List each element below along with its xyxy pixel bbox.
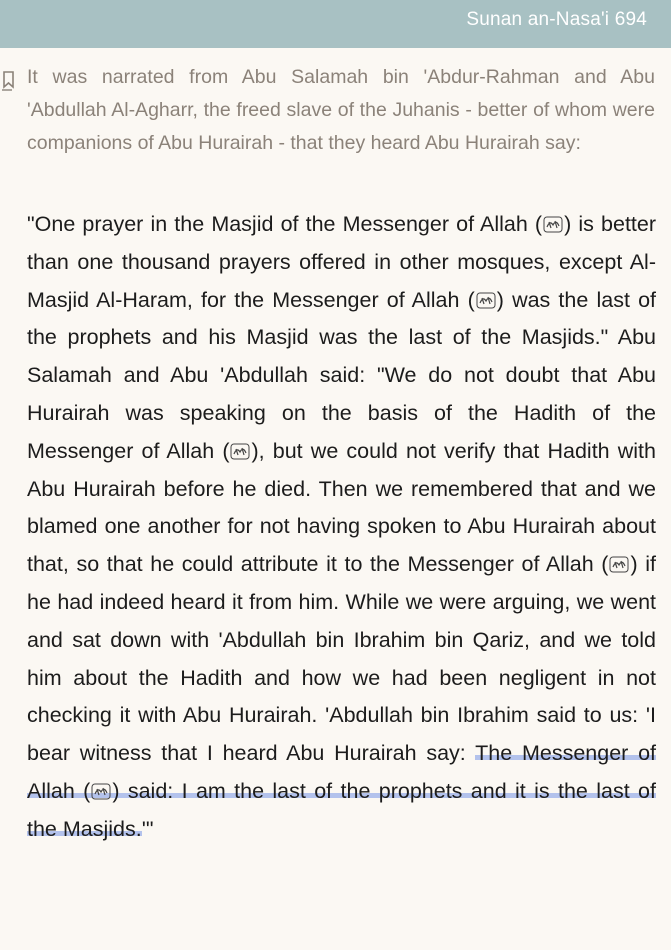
hadith-reference: Sunan an-Nasa'i 694 (466, 9, 647, 30)
hadith-text: "One prayer in the Masjid of the Messenger of Allah ( ) is better than one thousand prayers offered in other mosques, except Al-Masjid Al-Haram, for the Messenger of Allah ( ) was the last of the prophets and his Masjid was the last of the Masjids." Abu Salamah and Abu 'Abdullah said: "We do not doubt that Abu Hurairah was speaking on the basis of the Hadith of the Messenger of Allah ( ), but we could not verify that Hadith with Abu Hurairah before he died. Then we remembered that and we blamed one another for not having spoken to Abu Hurairah about that, so that he could attribute it to the Messenger of Allah ( ) if he had indeed heard it from him. While we were arguing, we went and sat down with 'Abdullah bin Ibrahim bin Qariz, and we told him about the Hadith and how we had been negligent in not checking it with Abu Hurairah. 'Abdullah bin Ibrahim said to us: 'I bear witness that I heard Abu Hurairah say: The Messenger of Allah ( ) said: I am the last of the prophets and it is the last of the Masjids.'" (27, 212, 657, 841)
bookmark-icon[interactable] (0, 70, 16, 98)
hadith-text-part: , but we could not verify that Hadith with Abu Hurairah before he died. Then we remembered that and we blamed one another for not having spoken to Abu Hurairah about that, so that he could attribute it to the Messenger of Allah (27, 438, 656, 577)
pbuh-icon (91, 783, 111, 800)
pbuh-icon (230, 443, 250, 460)
pbuh-icon (476, 292, 496, 309)
narration-chain: It was narrated from Abu Salamah bin 'Abdur-Rahman and Abu 'Abdullah Al-Agharr, the freed slave of the Juhanis - better of whom were companions of Abu Hurairah - that they heard Abu Hurairah say: (27, 66, 655, 154)
pbuh-icon (543, 216, 563, 233)
hadith-text-part: "One prayer in the Masjid of the Messenger of Allah (27, 212, 528, 236)
header-bar (0, 0, 671, 48)
hadith-text-part: is better than one thousand prayers offered in other mosques, except Al-Masjid Al-Haram, for the Messenger of Allah (27, 212, 657, 312)
highlight-part: said: I am the last of the prophets and it is the last of the Masjids. (27, 778, 656, 841)
pbuh-icon (609, 556, 629, 573)
hadith-text-part: was the last of the prophets and his Masjid was the last of the Masjids." Abu Salamah and Abu 'Abdullah said: "We do not doubt that Abu Hurairah was speaking on the basis of the Hadith of the Messenger of Allah (27, 287, 656, 463)
highlight-part: The Messenger of Allah (27, 741, 656, 803)
highlighted-text[interactable]: The Messenger of Allah ( ) said: I am the last of the prophets and it is the last of the Masjids. (27, 741, 656, 841)
hadith-text-part: if he had indeed heard it from him. While we were arguing, we went and sat down with 'Abdullah bin Ibrahim bin Qariz, and we told him about the Hadith and how we had been negligent in not checking it with Abu Hurairah. 'Abdullah bin Ibrahim said to us: 'I bear witness that I heard Abu Hurairah say: (27, 552, 656, 766)
closing-quote: '" (141, 816, 154, 841)
